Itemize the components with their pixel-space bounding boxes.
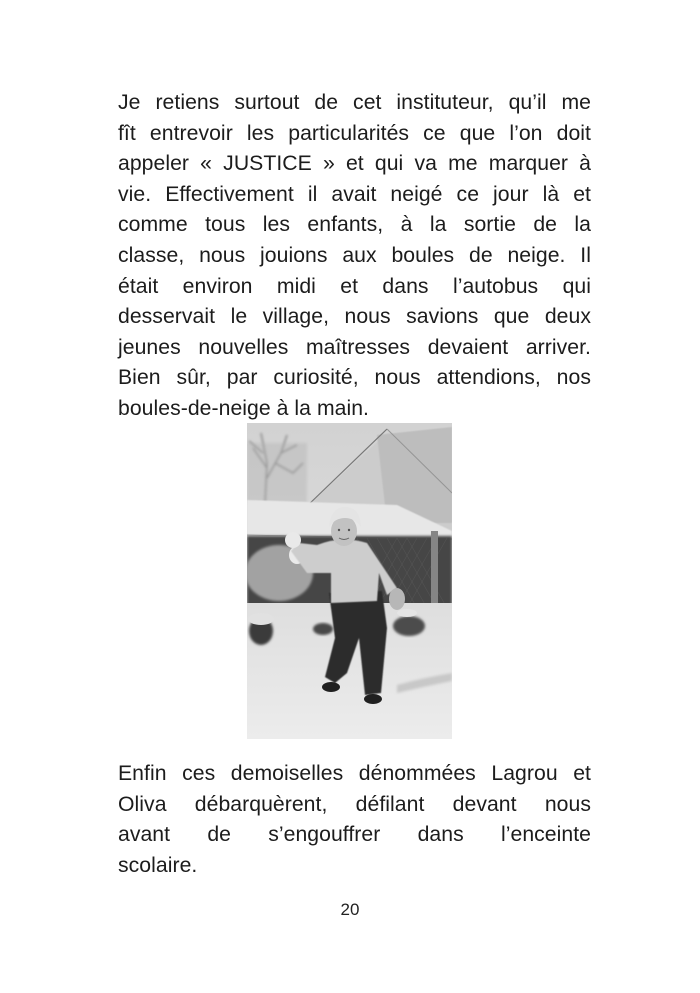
text-line: fît entrevoir les particularités ce que l’on doit [118,121,591,145]
text-line: était environ midi et dans l’autobus qui [118,274,591,298]
text-line: comme tous les enfants, à la sortie de la [118,213,591,237]
paragraph-2 [118,759,591,881]
paragraph-1 [118,88,591,425]
text-line: desservait le village, nous savions que deux [118,305,591,329]
text-line: Enfin ces demoiselles dénommées Lagrou et [118,762,591,785]
text-line: Je retiens surtout de cet instituteur, qu’il me [118,91,591,114]
text-line: jeunes nouvelles maîtresses devaient arriver. [118,335,591,359]
text-line: Bien sûr, par curiosité, nous attendions, nos [118,366,591,390]
text-line: scolaire. [118,853,198,877]
page-number: 20 [340,900,360,919]
text-line: classe, nous jouions aux boules de neige. Il [118,243,591,267]
text-line: Oliva débarquèrent, défilant devant nous [118,792,591,816]
photo-child-snowball [247,423,452,739]
text-line: vie. Effectivement il avait neigé ce jour là et [118,182,591,206]
text-line: boules-de-neige à la main. [118,396,369,420]
text-line: avant de s’engouffrer dans l’enceinte [118,823,591,847]
photo-illustration [247,423,452,739]
text-line: appeler « JUSTICE » et qui va me marquer à [118,152,591,176]
